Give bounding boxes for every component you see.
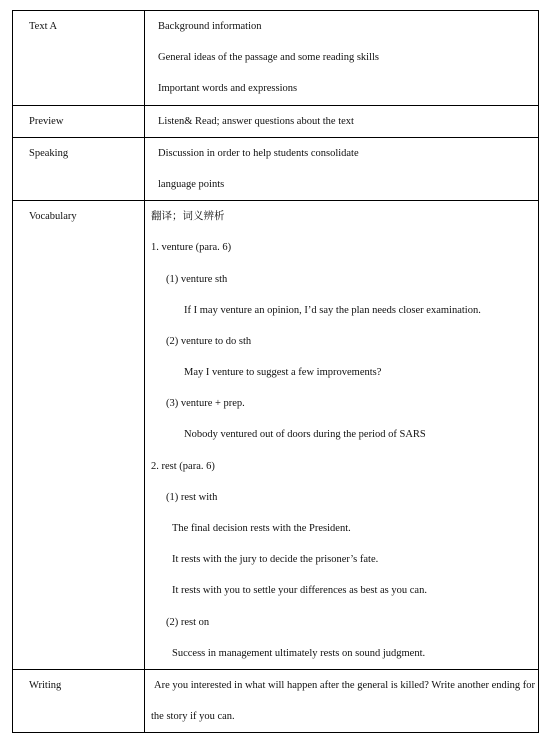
example-sentence: The final decision rests with the President. [172,523,351,534]
table-row-vocabulary [13,201,539,670]
vocab-subitem: (1) rest with [166,491,218,503]
content-line: Background information [158,21,262,32]
row-label-cell [13,11,145,106]
lesson-plan-table [12,10,539,733]
row-label: Text A [29,21,58,32]
row-content-cell [145,137,539,200]
vocab-subitem: (2) venture to do sth [166,335,252,347]
table-row-preview [13,105,539,137]
row-label: Writing [29,679,62,691]
row-label: Vocabulary [29,211,77,223]
content-line: Important words and expressions [158,83,298,95]
table-row-text-a [13,11,539,106]
row-content-cell [145,105,539,137]
table-row-speaking [13,137,539,200]
content-line: Are you interested in what will happen after the general is killed? Write another ending for [154,679,536,691]
row-label: Speaking [29,147,69,159]
row-content-cell [145,201,539,670]
row-content-cell [145,669,539,732]
example-sentence: Success in management ultimately rests on sound judgment. [172,647,426,659]
row-label: Preview [29,115,64,127]
content-line: Listen& Read; answer questions about the text [158,115,354,127]
vocab-subitem: (1) venture sth [166,273,228,285]
content-line: the story if you can. [151,711,235,723]
table-row-writing [13,669,539,732]
vocab-subitem: (3) venture + prep. [166,398,245,410]
example-sentence: It rests with you to settle your differences as best as you can. [172,585,427,597]
vocab-item-title: 1. venture (para. 6) [151,242,232,254]
vocabulary-heading: 翻译；词义辨析 [151,211,225,223]
example-sentence: May I venture to suggest a few improvements? [184,367,382,379]
example-sentence: If I may venture an opinion, I’d say the plan needs closer examination. [184,304,481,316]
row-label-cell [13,669,145,732]
row-label-cell [13,105,145,137]
row-label-cell [13,201,145,670]
example-sentence: Nobody ventured out of doors during the period of SARS [184,429,426,441]
content-line: General ideas of the passage and some reading skills [158,52,380,64]
vocab-item-title: 2. rest (para. 6) [151,460,215,472]
row-label-cell [13,137,145,200]
content-line: Discussion in order to help students consolidate [158,147,359,159]
vocab-subitem: (2) rest on [166,616,210,628]
example-sentence: It rests with the jury to decide the prisoner’s fate. [172,554,379,566]
content-line: language points [158,178,225,190]
row-content-cell [145,11,539,106]
